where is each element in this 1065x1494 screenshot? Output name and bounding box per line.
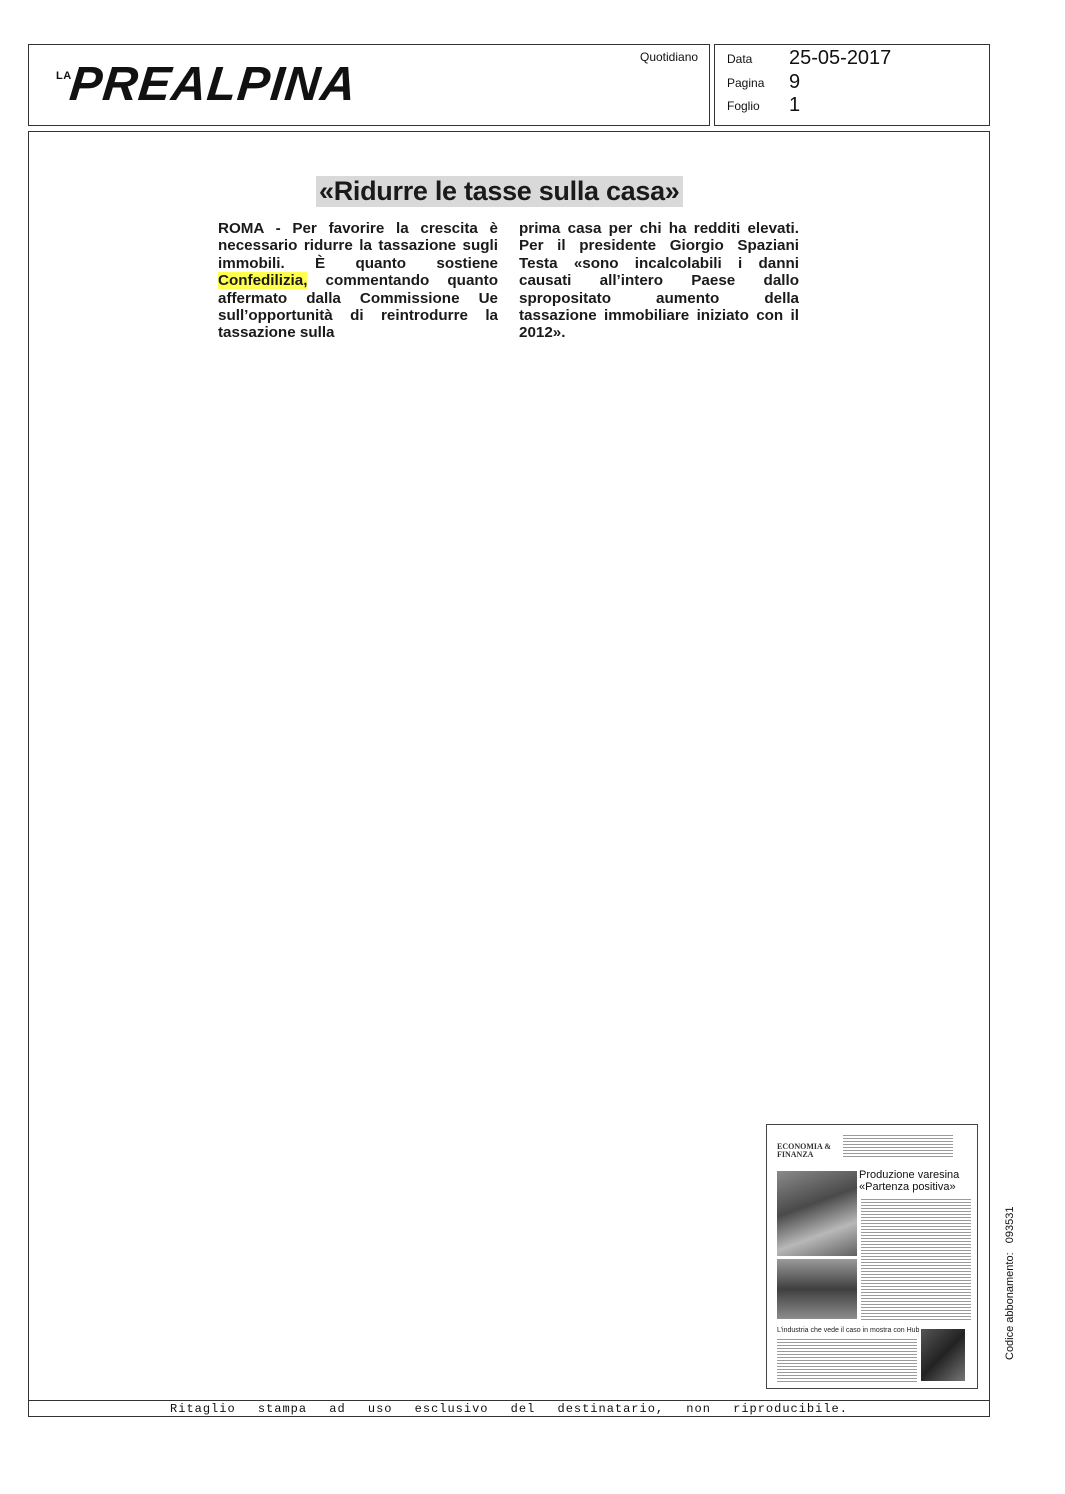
- sheet-value: 1: [789, 94, 801, 116]
- thumbnail-headline: Produzione varesina «Partenza positiva»: [859, 1169, 960, 1193]
- periodicity-label: Quotidiano: [640, 50, 699, 64]
- article-text: ROMA - Per favorire la crescita è necessario ridurre la tassazione sugli immobili. È quanto sostiene: [218, 220, 498, 272]
- date-label: Data: [727, 52, 753, 66]
- subscription-code-label: Codice abbonamento:: [1004, 1252, 1016, 1360]
- page-label: Pagina: [727, 76, 765, 90]
- thumbnail-caption: L’industria che vede il caso in mostra con Hub: [777, 1327, 920, 1334]
- article-text: commentando quanto affermato dalla Commissione Ue sull’opportunità di reintrodurre la tassazione sulla: [218, 272, 498, 342]
- thumbnail-text-block: [777, 1339, 917, 1383]
- sheet-label: Foglio: [727, 99, 760, 113]
- subscription-code-value: 093531: [1004, 1206, 1016, 1244]
- article-column-1: [218, 220, 498, 342]
- footer-notice: Ritaglio stampa ad uso esclusivo del destinatario, non riproducibile.: [170, 1402, 848, 1416]
- subscription-code: [1004, 1206, 1016, 1360]
- page-value: 9: [789, 71, 801, 93]
- thumbnail-text-block: [843, 1135, 953, 1159]
- logo-prefix: LA: [56, 70, 72, 82]
- newspaper-logo: PREALPINA: [67, 58, 360, 111]
- highlighted-keyword: Confedilizia,: [218, 272, 308, 290]
- thumbnail-photo: [921, 1329, 965, 1381]
- thumbnail-photo: [777, 1171, 857, 1256]
- date-value: 25-05-2017: [789, 47, 892, 69]
- footer-divider: [28, 1400, 990, 1401]
- thumbnail-text-block: [861, 1199, 971, 1321]
- article-headline: «Ridurre le tasse sulla casa»: [316, 176, 683, 207]
- thumbnail-photo: [777, 1259, 857, 1319]
- page-thumbnail: [766, 1124, 978, 1389]
- article-column-2: prima casa per chi ha redditi elevati. Per il presidente Giorgio Spaziani Testa «sono incalcolabili i danni causati all’intero Paese dallo spropositato aumento della tassazione immobiliare iniziato con il 2012».: [519, 220, 799, 342]
- thumbnail-section-banner: ECONOMIA & FINANZA: [777, 1142, 831, 1159]
